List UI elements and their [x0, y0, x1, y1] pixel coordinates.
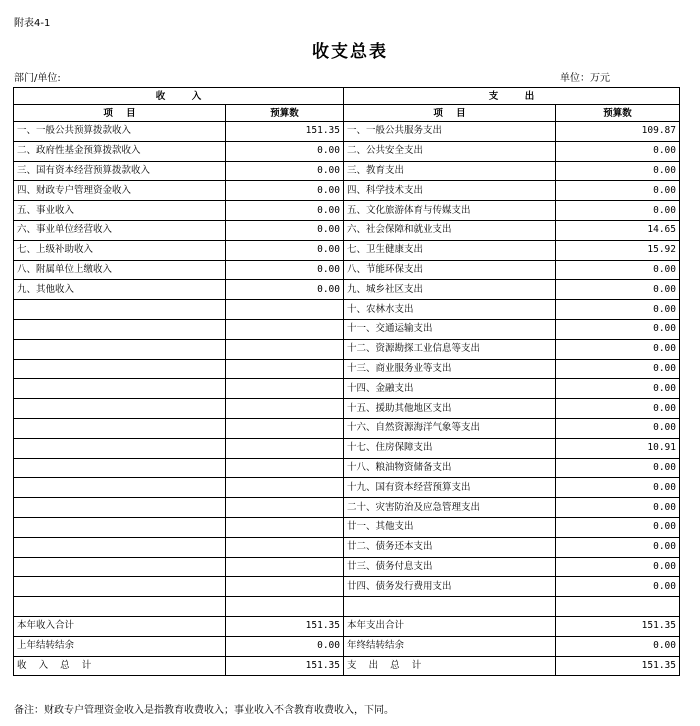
expense-item-column-header: 项 目: [344, 105, 556, 122]
expense-item-cell: 十三、商业服务业等支出: [344, 359, 556, 379]
income-item-cell: [14, 577, 226, 597]
table-row: [14, 478, 680, 498]
table-row: [14, 537, 680, 557]
expense-item-cell: 年终结转结余: [344, 636, 556, 656]
expense-item-cell: 十九、国有资本经营预算支出: [344, 478, 556, 498]
income-budget-cell: 0.00: [226, 240, 344, 260]
income-budget-cell: [226, 577, 344, 597]
expense-budget-cell: 0.00: [556, 557, 680, 577]
column-header-row: [14, 105, 680, 122]
expense-budget-cell: 0.00: [556, 141, 680, 161]
expense-item-cell: 廿一、其他支出: [344, 517, 556, 537]
expense-item-cell: 支 出 总 计: [344, 656, 556, 676]
table-row: [14, 616, 680, 636]
unit-label: 单位：万元: [560, 73, 610, 84]
expense-budget-cell: 0.00: [556, 280, 680, 300]
income-item-cell: [14, 300, 226, 320]
table-row: [14, 161, 680, 181]
table-row: [14, 359, 680, 379]
income-item-cell: 二、政府性基金预算拨款收入: [14, 141, 226, 161]
income-budget-cell: 0.00: [226, 201, 344, 221]
expense-item-cell: 廿二、债务还本支出: [344, 537, 556, 557]
income-budget-cell: 0.00: [226, 260, 344, 280]
expense-budget-cell: 0.00: [556, 498, 680, 518]
income-item-cell: 上年结转结余: [14, 636, 226, 656]
expense-item-cell: 十一、交通运输支出: [344, 319, 556, 339]
income-item-cell: [14, 458, 226, 478]
table-row: [14, 319, 680, 339]
expense-budget-cell: 0.00: [556, 339, 680, 359]
income-budget-cell: [226, 379, 344, 399]
table-row: [14, 577, 680, 597]
income-budget-column-header: 预算数: [226, 105, 344, 122]
income-item-cell: 五、事业收入: [14, 201, 226, 221]
income-item-cell: [14, 537, 226, 557]
expense-budget-cell: 0.00: [556, 517, 680, 537]
income-item-cell: 八、附属单位上缴收入: [14, 260, 226, 280]
income-budget-cell: 0.00: [226, 181, 344, 201]
expense-item-cell: 十、农林水支出: [344, 300, 556, 320]
expense-item-cell: 一、一般公共服务支出: [344, 122, 556, 142]
expense-budget-cell: 0.00: [556, 181, 680, 201]
table-row: [14, 280, 680, 300]
table-row: [14, 260, 680, 280]
income-budget-cell: [226, 300, 344, 320]
income-item-cell: 四、财政专户管理资金收入: [14, 181, 226, 201]
table-row: [14, 300, 680, 320]
expense-item-cell: 十八、粮油物资储备支出: [344, 458, 556, 478]
income-item-cell: [14, 379, 226, 399]
table-row: [14, 498, 680, 518]
expense-budget-cell: 0.00: [556, 399, 680, 419]
income-budget-cell: [226, 517, 344, 537]
table-row: [14, 656, 680, 676]
expense-budget-cell: 0.00: [556, 537, 680, 557]
expense-budget-cell: 151.35: [556, 616, 680, 636]
income-item-cell: [14, 319, 226, 339]
income-budget-cell: [226, 498, 344, 518]
income-item-cell: 六、事业单位经营收入: [14, 220, 226, 240]
expense-item-cell: 九、城乡社区支出: [344, 280, 556, 300]
expense-budget-cell: 0.00: [556, 577, 680, 597]
income-budget-cell: [226, 438, 344, 458]
income-item-column-header: 项 目: [14, 105, 226, 122]
expense-item-cell: 六、社会保障和就业支出: [344, 220, 556, 240]
income-item-cell: [14, 478, 226, 498]
table-row: [14, 557, 680, 577]
income-budget-cell: [226, 339, 344, 359]
expense-budget-cell: 0.00: [556, 379, 680, 399]
income-budget-cell: 151.35: [226, 616, 344, 636]
income-budget-cell: 0.00: [226, 141, 344, 161]
expense-budget-cell: 15.92: [556, 240, 680, 260]
income-budget-cell: [226, 399, 344, 419]
expense-budget-cell: 0.00: [556, 458, 680, 478]
expense-budget-cell: 0.00: [556, 201, 680, 221]
expense-budget-column-header: 预算数: [556, 105, 680, 122]
income-budget-cell: [226, 319, 344, 339]
income-section-header: 收 入: [14, 88, 344, 105]
income-budget-cell: 0.00: [226, 280, 344, 300]
income-item-cell: [14, 359, 226, 379]
expense-budget-cell: 0.00: [556, 319, 680, 339]
section-header-row: [14, 88, 680, 105]
expense-budget-cell: 0.00: [556, 359, 680, 379]
expense-item-cell: 二、公共安全支出: [344, 141, 556, 161]
expense-budget-cell: 0.00: [556, 418, 680, 438]
table-row: [14, 201, 680, 221]
expense-item-cell: 三、教育支出: [344, 161, 556, 181]
expense-item-cell: 八、节能环保支出: [344, 260, 556, 280]
table-row: [14, 458, 680, 478]
expense-budget-cell: 10.91: [556, 438, 680, 458]
table-ref-number: 附表4-1: [14, 18, 51, 29]
department-label: 部门/单位:: [14, 73, 61, 84]
table-row: [14, 181, 680, 201]
income-item-cell: 一、一般公共预算拨款收入: [14, 122, 226, 142]
expense-budget-cell: 0.00: [556, 636, 680, 656]
table-row: [14, 438, 680, 458]
income-item-cell: 三、国有资本经营预算拨款收入: [14, 161, 226, 181]
table-row: [14, 597, 680, 617]
income-item-cell: [14, 498, 226, 518]
expense-budget-cell: 0.00: [556, 161, 680, 181]
expense-budget-cell: 0.00: [556, 260, 680, 280]
table-row: [14, 418, 680, 438]
income-item-cell: [14, 517, 226, 537]
expense-budget-cell: 14.65: [556, 220, 680, 240]
income-item-cell: 本年收入合计: [14, 616, 226, 636]
expense-item-cell: 十二、资源勘探工业信息等支出: [344, 339, 556, 359]
income-budget-cell: 151.35: [226, 122, 344, 142]
income-budget-cell: 0.00: [226, 636, 344, 656]
income-budget-cell: [226, 537, 344, 557]
income-item-cell: [14, 597, 226, 617]
income-item-cell: 七、上级补助收入: [14, 240, 226, 260]
table-row: [14, 122, 680, 142]
income-item-cell: [14, 418, 226, 438]
income-budget-cell: 0.00: [226, 220, 344, 240]
table-row: [14, 399, 680, 419]
income-budget-cell: [226, 597, 344, 617]
expense-item-cell: 本年支出合计: [344, 616, 556, 636]
income-budget-cell: [226, 458, 344, 478]
income-item-cell: [14, 438, 226, 458]
expense-item-cell: 廿三、债务付息支出: [344, 557, 556, 577]
income-budget-cell: [226, 359, 344, 379]
expense-item-cell: 十七、住房保障支出: [344, 438, 556, 458]
expense-budget-cell: 109.87: [556, 122, 680, 142]
income-item-cell: 九、其他收入: [14, 280, 226, 300]
expense-item-cell: 二十、灾害防治及应急管理支出: [344, 498, 556, 518]
expense-item-cell: 七、卫生健康支出: [344, 240, 556, 260]
table-row: [14, 141, 680, 161]
income-item-cell: 收 入 总 计: [14, 656, 226, 676]
page-title: 收支总表: [312, 42, 388, 62]
expense-item-cell: 廿四、债务发行费用支出: [344, 577, 556, 597]
income-budget-cell: [226, 557, 344, 577]
expense-section-header: 支 出: [344, 88, 680, 105]
expense-budget-cell: 0.00: [556, 478, 680, 498]
budget-summary-table: [13, 87, 680, 676]
table-row: [14, 636, 680, 656]
table-row: [14, 240, 680, 260]
expense-item-cell: [344, 597, 556, 617]
income-item-cell: [14, 399, 226, 419]
income-budget-cell: [226, 478, 344, 498]
expense-budget-cell: 0.00: [556, 300, 680, 320]
income-budget-cell: 151.35: [226, 656, 344, 676]
table-row: [14, 339, 680, 359]
expense-item-cell: 十五、援助其他地区支出: [344, 399, 556, 419]
expense-item-cell: 十六、自然资源海洋气象等支出: [344, 418, 556, 438]
expense-item-cell: 四、科学技术支出: [344, 181, 556, 201]
income-budget-cell: [226, 418, 344, 438]
income-item-cell: [14, 339, 226, 359]
income-budget-cell: 0.00: [226, 161, 344, 181]
expense-item-cell: 十四、金融支出: [344, 379, 556, 399]
table-row: [14, 379, 680, 399]
expense-budget-cell: [556, 597, 680, 617]
expense-budget-cell: 151.35: [556, 656, 680, 676]
table-row: [14, 517, 680, 537]
table-row: [14, 220, 680, 240]
footnote: 备注：财政专户管理资金收入是指教育收费收入；事业收入不含教育收费收入，下同。: [14, 705, 394, 716]
expense-item-cell: 五、文化旅游体育与传媒支出: [344, 201, 556, 221]
income-item-cell: [14, 557, 226, 577]
